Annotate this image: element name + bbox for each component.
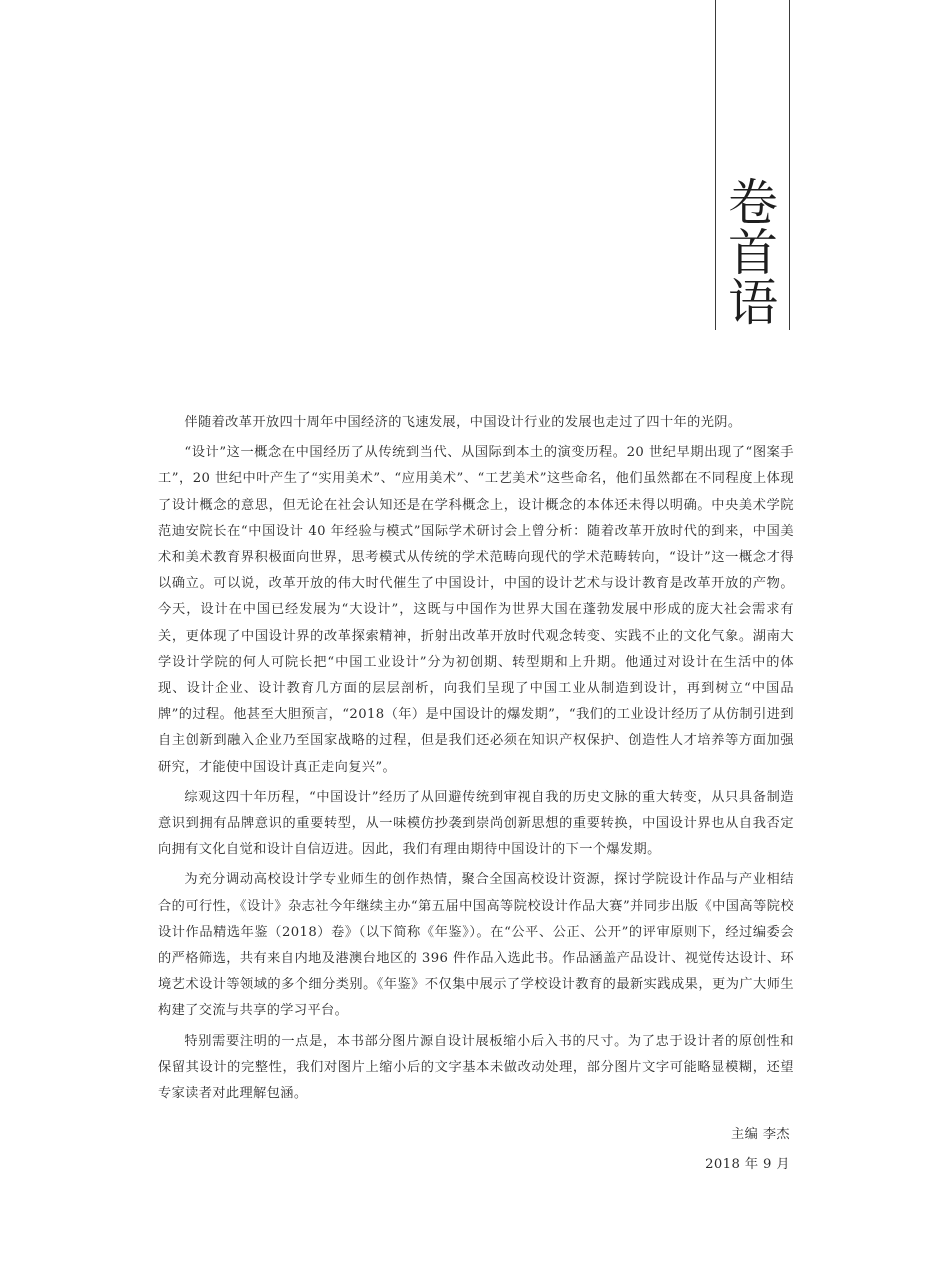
title-char: 首 (728, 224, 778, 282)
body-text (158, 410, 794, 1107)
signature-date: 2018 年 9 月 (705, 1157, 790, 1172)
paragraph: “设计”这一概念在中国经历了从传统到当代、从国际到本土的演变历程。20 世纪早期出现了“图案手工”，20 世纪中叶产生了“实用美术”、“应用美术”、“工艺美术”这些命名，他们虽然都在不同程度上体现了设计概念的意思，但无论在社会认知还是在学科概念上，设计概念的本体还未得以明确。中央美术学院范迪安院长在“中国设计 40 年经验与模式”国际学术研讨会上曾分析：随着改革开放时代的到来，中国美术和美术教育界积极面向世界，思考模式从传统的学术范畴向现代的学术范畴转向，“设计”这一概念才得以确立。可以说，改革开放的伟大时代催生了中国设计，中国的设计艺术与设计教育是改革开放的产物。今天，设计在中国已经发展为“大设计”，这既与中国作为世界大国在蓬勃发展中形成的庞大社会需求有关，更体现了中国设计界的改革探索精神，折射出改革开放时代观念转变、实践不止的文化气象。湖南大学设计学院的何人可院长把“中国工业设计”分为初创期、转型期和上升期。他通过对设计在生活中的体现、设计企业、设计教育几方面的层层剖析，向我们呈现了中国工业从制造到设计，再到树立“中国品牌”的过程。他甚至大胆预言，“2018（年）是中国设计的爆发期”，“我们的工业设计经历了从仿制引进到自主创新到融入企业乃至国家战略的过程，但是我们还必须在知识产权保护、创造性人才培养等方面加强研究，才能使中国设计真正走向复兴”。 (158, 445, 794, 775)
page-title (722, 174, 784, 332)
paragraph: 为充分调动高校设计学专业师生的创作热情，聚合全国高校设计资源，探讨学院设计作品与产业相结合的可行性，《设计》杂志社今年继续主办“第五届中国高等院校设计作品大赛”并同步出版《中国高等院校设计作品精选年鉴（2018）卷》（以下简称《年鉴》）。在“公平、公正、公开”的评审原则下，经过编委会的严格筛选，共有来自内地及港澳台地区的 396 件作品入选此书。作品涵盖产品设计、视觉传达设计、环境艺术设计等领域的多个细分类别。《年鉴》不仅集中展示了学校设计教育的最新实践成果，更为广大师生构建了交流与共享的学习平台。 (158, 872, 794, 1019)
paragraph: 特别需要注明的一点是，本书部分图片源自设计展板缩小后入书的尺寸。为了忠于设计者的原创性和保留其设计的完整性，我们对图片上缩小后的文字基本未做改动处理，部分图片文字可能略显模糊，还望专家读者对此理解包涵。 (158, 1033, 794, 1102)
title-char: 语 (728, 274, 778, 332)
editor-signature: 主编 李杰 (731, 1127, 790, 1142)
paragraph: 伴随着改革开放四十周年中国经济的飞速发展，中国设计行业的发展也走过了四十年的光阴。 (184, 415, 742, 430)
title-right-rule (789, 0, 790, 330)
title-char: 卷 (728, 174, 778, 232)
paragraph: 综观这四十年历程，“中国设计”经历了从回避传统到审视自我的历史文脉的重大转变，从只具备制造意识到拥有品牌意识的重要转型，从一味模仿抄袭到崇尚创新思想的重要转换，中国设计界也从自我否定向拥有文化自觉和设计自信迈进。因此，我们有理由期待中国设计的下一个爆发期。 (158, 789, 794, 858)
title-left-rule (715, 0, 716, 330)
